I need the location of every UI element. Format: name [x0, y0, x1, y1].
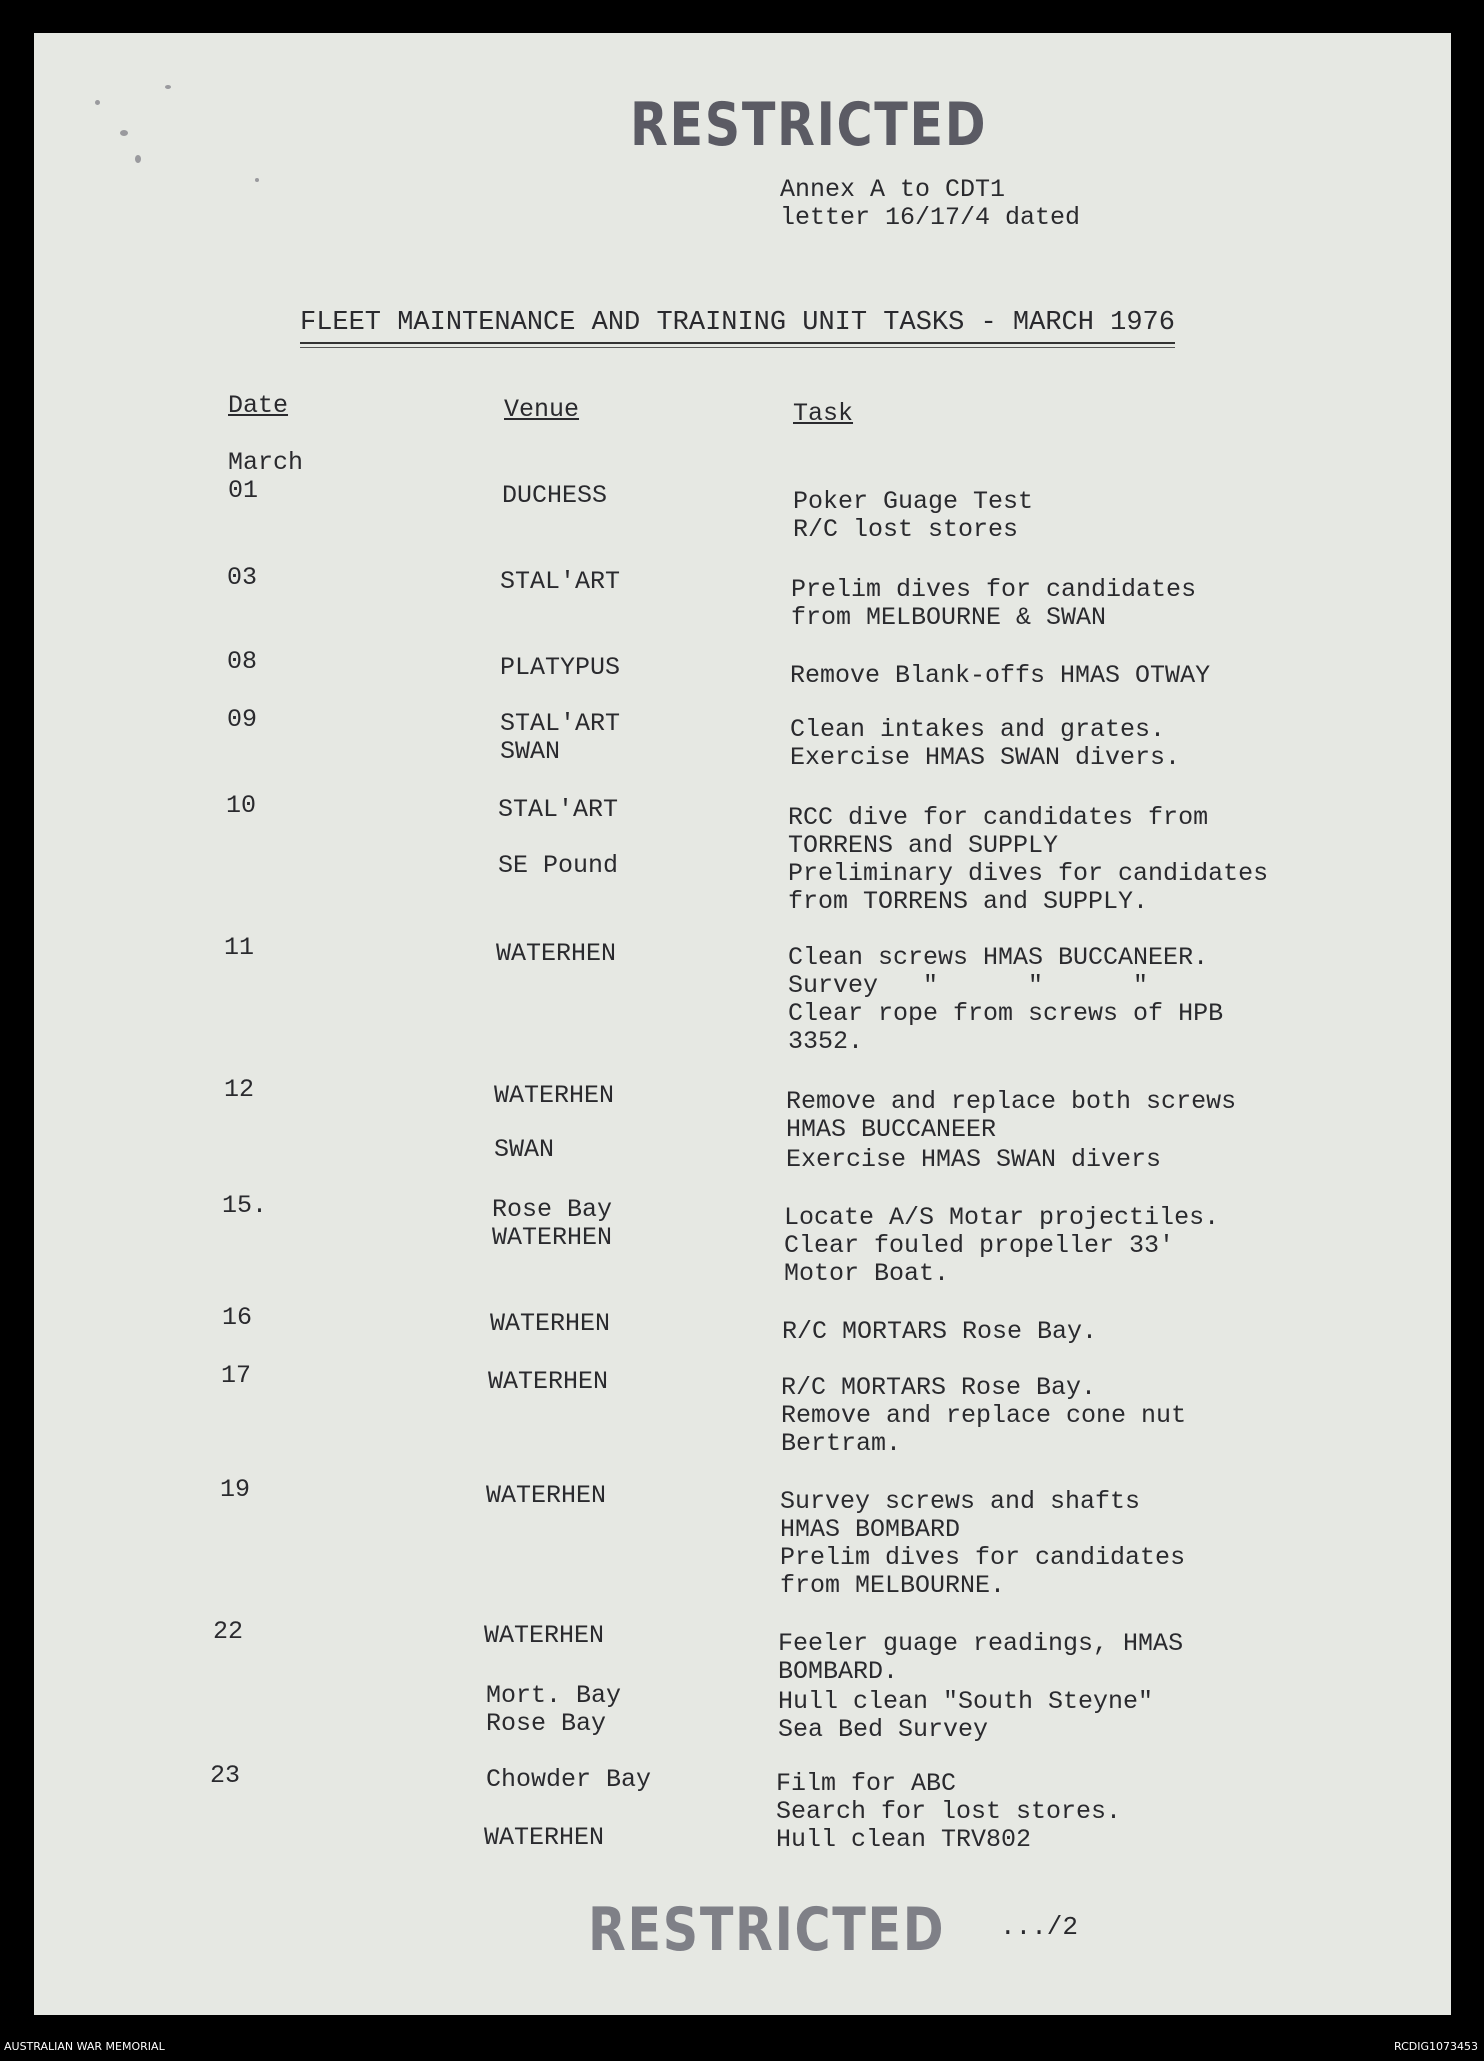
- column-header-date: Date: [228, 391, 289, 420]
- entry-date: 01: [228, 476, 259, 505]
- classification-stamp-top: RESTRICTED: [630, 90, 988, 160]
- entry-venue: WATERHEN: [494, 1081, 615, 1110]
- entry-task: Feeler guage readings, HMAS BOMBARD.: [778, 1629, 1184, 1686]
- entry-task: Hull clean TRV802: [776, 1825, 1032, 1854]
- entry-venue: DUCHESS: [502, 481, 608, 510]
- entry-venue: WATERHEN: [484, 1823, 605, 1852]
- entry-task: Clean intakes and grates. Exercise HMAS SWAN divers.: [790, 715, 1181, 772]
- entry-task: Remove Blank-offs HMAS OTWAY: [790, 661, 1211, 690]
- entry-date: 09: [227, 705, 258, 734]
- entry-date: 22: [213, 1617, 244, 1646]
- entry-date: 19: [220, 1475, 251, 1504]
- entry-task: Remove and replace both screws HMAS BUCCANEER: [786, 1087, 1237, 1144]
- entry-task: Poker Guage Test R/C lost stores: [793, 487, 1034, 544]
- entry-venue: Chowder Bay: [486, 1765, 652, 1794]
- entry-task: Clean screws HMAS BUCCANEER. Survey " " " Clear rope from screws of HPB 3352.: [788, 943, 1224, 1056]
- entry-task: R/C MORTARS Rose Bay.: [782, 1317, 1098, 1346]
- entry-venue: WATERHEN: [488, 1367, 609, 1396]
- entry-venue: SE Pound: [498, 851, 619, 880]
- entry-task: R/C MORTARS Rose Bay. Remove and replace cone nut Bertram.: [781, 1373, 1187, 1458]
- entry-venue: WATERHEN: [484, 1621, 605, 1650]
- entry-date: 12: [224, 1075, 255, 1104]
- annex-reference-line1: Annex A to CDT1: [780, 175, 1006, 204]
- entry-task: Locate A/S Motar projectiles. Clear fouled propeller 33' Motor Boat.: [784, 1203, 1220, 1288]
- paper-speck: [135, 155, 141, 163]
- entry-date: 10: [226, 791, 257, 820]
- title-double-underline: [300, 347, 1175, 348]
- entry-task: RCC dive for candidates from TORRENS and SUPPLY: [788, 803, 1209, 860]
- paper-speck: [255, 178, 259, 182]
- month-label: March: [228, 448, 304, 477]
- entry-venue: SWAN: [494, 1135, 555, 1164]
- entry-date: 03: [227, 563, 258, 592]
- entry-venue: PLATYPUS: [500, 653, 621, 682]
- entry-venue: Mort. Bay Rose Bay: [486, 1681, 622, 1738]
- paper-speck: [120, 130, 128, 136]
- classification-stamp-bottom: RESTRICTED: [588, 1895, 946, 1965]
- entry-task: Survey screws and shafts HMAS BOMBARD Prelim dives for candidates from MELBOURNE.: [780, 1487, 1186, 1600]
- entry-task: Prelim dives for candidates from MELBOURNE & SWAN: [791, 575, 1197, 632]
- entry-task: Hull clean "South Steyne" Sea Bed Survey: [778, 1687, 1154, 1744]
- entry-venue: WATERHEN: [496, 939, 617, 968]
- entry-date: 08: [227, 647, 258, 676]
- entry-date: 17: [221, 1361, 252, 1390]
- column-header-task: Task: [793, 399, 854, 428]
- entry-venue: Rose Bay WATERHEN: [492, 1195, 613, 1252]
- entry-date: 16: [222, 1303, 253, 1332]
- entry-task: Film for ABC Search for lost stores.: [776, 1769, 1122, 1826]
- column-header-venue: Venue: [504, 395, 580, 424]
- paper-speck: [95, 100, 100, 105]
- document-title-text: FLEET MAINTENANCE AND TRAINING UNIT TASKS - MARCH 1976: [300, 308, 1175, 338]
- entry-task: Exercise HMAS SWAN divers: [786, 1145, 1162, 1174]
- document-title: [300, 308, 1175, 344]
- annex-reference-line2: letter 16/17/4 dated: [780, 203, 1081, 232]
- archive-id: RCDIG1073453: [1393, 2040, 1478, 2053]
- entry-date: 11: [224, 933, 255, 962]
- entry-venue: WATERHEN: [486, 1481, 607, 1510]
- entry-venue: STAL'ART SWAN: [500, 709, 621, 766]
- paper-speck: [165, 85, 171, 89]
- entry-venue: STAL'ART: [498, 795, 619, 824]
- entry-task: Preliminary dives for candidates from TORRENS and SUPPLY.: [788, 859, 1269, 916]
- entry-date: 15.: [222, 1191, 268, 1220]
- entry-venue: WATERHEN: [490, 1309, 611, 1338]
- archive-credit: AUSTRALIAN WAR MEMORIAL: [4, 2040, 165, 2053]
- page-continuation: .../2: [1000, 1912, 1079, 1942]
- entry-date: 23: [210, 1761, 241, 1790]
- entry-venue: STAL'ART: [500, 567, 621, 596]
